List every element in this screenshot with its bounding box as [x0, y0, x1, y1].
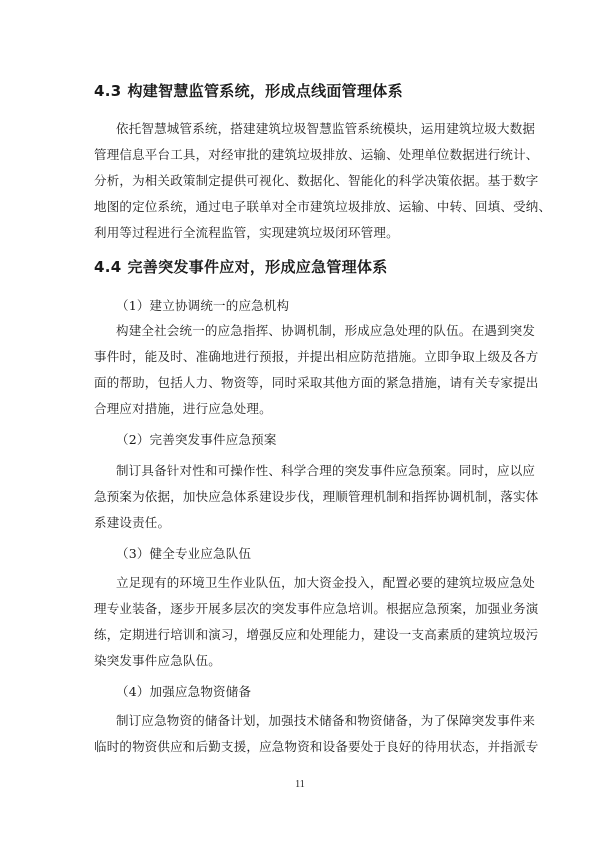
paragraph-item-4	[94, 708, 539, 760]
section-number: 4.4	[94, 258, 122, 276]
paragraph-item-1	[94, 318, 539, 422]
paragraph-item-2	[94, 458, 539, 536]
section-title: 构建智慧监管系统，形成点线面管理体系	[127, 82, 403, 100]
paragraph-item-3	[94, 570, 539, 674]
paragraph-line: 管理信息平台工具，对经审批的建筑垃圾排放、运输、处理单位数据进行统计、	[94, 147, 539, 162]
paragraph-line: 制订应急物资的储备计划，加强技术储备和物资储备，为了保障突发事件来	[116, 713, 536, 728]
page-number: 11	[295, 779, 305, 790]
paragraph-line: 事件时，能及时、准确地进行预报，并提出相应防范措施。立即争取上级及各方	[94, 349, 539, 364]
paragraph-line: 分析，为相关政策制定提供可视化、数据化、智能化的科学决策依据。基于数字	[94, 173, 539, 188]
subsection-heading-3: （3）健全专业应急队伍	[116, 546, 252, 561]
subsection-heading-2: （2）完善突发事件应急预案	[116, 432, 277, 447]
section-heading-4-4	[94, 256, 388, 277]
section-number: 4.3	[94, 82, 122, 100]
paragraph-line: 染突发事件应急队伍。	[94, 653, 222, 668]
subsection-heading-4: （4）加强应急物资储备	[116, 684, 252, 699]
section-heading-4-3	[94, 80, 403, 101]
paragraph-line: 临时的物资供应和后勤支援，应急物资和设备要处于良好的待用状态，并指派专	[94, 739, 539, 754]
paragraph-line: 练，定期进行培训和演习，增强反应和处理能力，建设一支高素质的建筑垃圾污	[94, 627, 539, 642]
paragraph-line: 面的帮助，包括人力、物资等，同时采取其他方面的紧急措施，请有关专家提出	[94, 375, 539, 390]
paragraph-line: 急预案为依据，加快应急体系建设步伐，理顺管理机制和指挥协调机制，落实体	[94, 489, 539, 504]
paragraph-line: 系建设责任。	[94, 515, 171, 530]
paragraph-line: 依托智慧城管系统，搭建建筑垃圾智慧监管系统模块，运用建筑垃圾大数据	[116, 121, 536, 136]
subsection-heading-1: （1）建立协调统一的应急机构	[116, 298, 290, 313]
paragraph-line: 合理应对措施，进行应急处理。	[94, 401, 272, 416]
paragraph-line: 理专业装备，逐步开展多层次的突发事件应急培训。根据应急预案，加强业务演	[94, 601, 539, 616]
paragraph-4-3	[94, 116, 552, 246]
paragraph-line: 制订具备针对性和可操作性、科学合理的突发事件应急预案。同时，应以应	[116, 463, 536, 478]
section-title: 完善突发事件应对，形成应急管理体系	[127, 258, 388, 276]
paragraph-line: 地图的定位系统，通过电子联单对全市建筑垃圾排放、运输、中转、回填、受纳、	[94, 199, 552, 214]
paragraph-line: 利用等过程进行全流程监管，实现建筑垃圾闭环管理。	[94, 225, 399, 240]
paragraph-line: 构建全社会统一的应急指挥、协调机制，形成应急处理的队伍。在遇到突发	[116, 323, 536, 338]
paragraph-line: 立足现有的环境卫生作业队伍，加大资金投入，配置必要的建筑垃圾应急处	[116, 575, 536, 590]
